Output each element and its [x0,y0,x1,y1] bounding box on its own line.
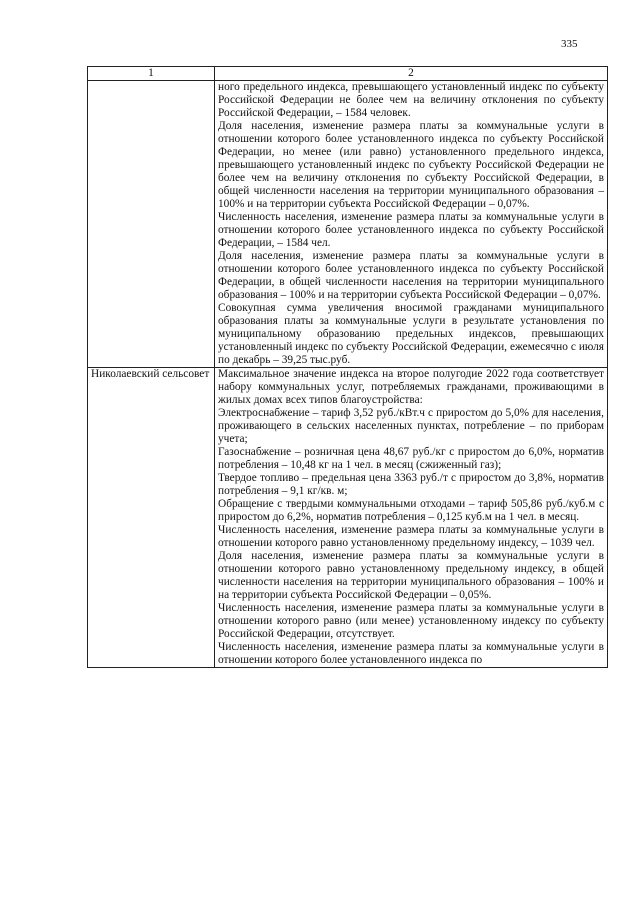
content-cell [215,368,608,668]
region-cell [88,81,215,368]
paragraph: Твердое топливо – предельная цена 3363 руб./т с приростом до 3,8%, норматив потребления – 9,1 кг/кв. м; [218,472,604,497]
table-header-row [88,67,608,81]
paragraph: Газоснабжение – розничная цена 48,67 руб./кг с приростом до 6,0%, норматив потребления – 10,48 кг на 1 чел. в месяц (сжиженный газ); [218,446,604,471]
paragraph: Численность населения, изменение размера платы за коммунальные услуги в отношении которого более установленного индекса по [218,641,604,666]
column-header-2: 2 [215,67,608,81]
paragraph: ного предельного индекса, превышающего установленный индекс по субъекту Российской Федерации не более чем на величину отклонения по субъекту Российской Федерации, – 1584 человек. [218,81,604,119]
paragraph: Электроснабжение – тариф 3,52 руб./кВт.ч с приростом до 5,0% для населения, проживающего в сельских населенных пунктах, потребление – по приборам учета; [218,407,604,445]
paragraph: Совокупная сумма увеличения вносимой гражданами муниципального образования платы за коммунальные услуги в результате установления по муниципальному образованию предельных индексов, превышающих установленный индекс по субъекту Российской Федерации, ежемесячно с июля по декабрь – 39,25 тыс.руб. [218,302,604,366]
column-header-1: 1 [88,67,215,81]
paragraph: Максимальное значение индекса на второе полугодие 2022 года соответствует набору коммунальных услуг, потребляемых гражданами, проживающими в жилых домах всех типов благоустройства: [218,368,604,406]
paragraph: Обращение с твердыми коммунальными отходами – тариф 505,86 руб./куб.м с приростом до 6,2%, норматив потребления – 0,125 куб.м на 1 чел. в месяц. [218,498,604,523]
content-cell [215,81,608,368]
table-row [88,81,608,368]
table-row [88,368,608,668]
paragraph: Численность населения, изменение размера платы за коммунальные услуги в отношении которого равно (или менее) установленному индексу по субъекту Российской Федерации, отсутствует. [218,602,604,640]
region-cell: Николаевский сельсовет [88,368,215,668]
paragraph: Доля населения, изменение размера платы за коммунальные услуги в отношении которого более установленного индекса по субъекту Российской Федерации, в общей численности населения на территории муниципального образования – 100% и на территории субъекта Российской Федерации – 0,07%. [218,250,604,301]
paragraph: Численность населения, изменение размера платы за коммунальные услуги в отношении которого более установленного индекса по субъекту Российской Федерации, – 1584 чел. [218,211,604,249]
paragraph: Доля населения, изменение размера платы за коммунальные услуги в отношении которого равно установленному предельному индексу, в общей численности населения на территории муниципального образования – 100% и на территории субъекта Российской Федерации – 0,05%. [218,550,604,601]
page-number: 335 [561,38,578,50]
paragraph: Численность населения, изменение размера платы за коммунальные услуги в отношении которого равно установленному предельному индексу, – 1039 чел. [218,524,604,549]
document-table [87,66,608,668]
paragraph: Доля населения, изменение размера платы за коммунальные услуги в отношении которого более установленного индекса по субъекту Российской Федерации, но менее (или равно) установленного предельного индекса, превышающего установленный индекс по субъекту Российской Федерации не более чем на величину отклонения по субъекту Российской Федерации, в общей численности населения на территории муниципального образования – 100% и на территории субъекта Российской Федерации – 0,07%. [218,120,604,210]
